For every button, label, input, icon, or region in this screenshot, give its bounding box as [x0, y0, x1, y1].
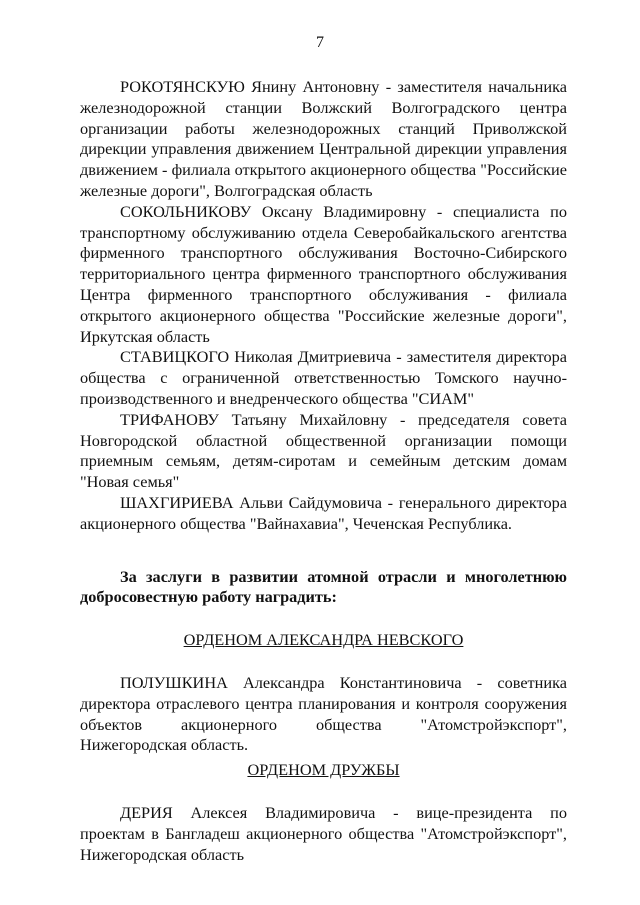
- spacer: [80, 535, 567, 567]
- section-heading: За заслуги в развитии атомной отрасли и многолетнюю добросовестную работу наградить:: [80, 566, 567, 607]
- spacer: [80, 608, 567, 630]
- award-entry: РОКОТЯНСКУЮ Янину Антоновну - заместителя начальника железнодорожной станции Волжский Волгоградского центра организации работы железнодорожных станций Приволжской дирекции управления движением Центральной дирекции управления движением - филиала открытого акционерного общества "Российские железные дороги", Волгоградская область: [80, 77, 567, 200]
- award-entry: ШАХГИРИЕВА Альви Сайдумовича - генерального директора акционерного общества "Вайнахавиа", Чеченская Республика.: [80, 492, 567, 533]
- spacer: [80, 781, 567, 803]
- award-entry: ТРИФАНОВУ Татьяну Михайловну - председателя совета Новгородской областной общественной организации помощи приемным семьям, детям-сиротам и семейным детским домам "Новая семья": [80, 409, 567, 492]
- award-title-nevsky: ОРДЕНОМ АЛЕКСАНДРА НЕВСКОГО: [183, 630, 464, 650]
- spacer: [80, 651, 567, 673]
- award-entry: ПОЛУШКИНА Александра Константиновича - советника директора отраслевого центра планирования и контроля сооружения объектов акционерного общества "Атомстройэкспорт", Нижегородская область.: [80, 672, 567, 755]
- award-entry: СОКОЛЬНИКОВУ Оксану Владимировну - специалиста по транспортному обслуживанию отдела Северобайкальского агентства фирменного транспортного обслуживания Восточно-Сибирского территориального центра фирменного транспортного обслуживания Центра фирменного транспортного обслуживания - филиала открытого акционерного общества "Российские железные дороги", Иркутская область: [80, 201, 567, 346]
- document-body: [80, 77, 567, 865]
- award-title-friendship: ОРДЕНОМ ДРУЖБЫ: [247, 760, 400, 780]
- award-entry: ДЕРИЯ Алексея Владимировича - вице-президента по проектам в Бангладеш акционерного общества "Атомстройэкспорт", Нижегородская область: [80, 802, 567, 864]
- page-number: 7: [316, 34, 324, 51]
- award-entry: СТАВИЦКОГО Николая Дмитриевича - заместителя директора общества с ограниченной ответственностью Томского научно-производственного и внедренческого общества "СИАМ": [80, 347, 567, 408]
